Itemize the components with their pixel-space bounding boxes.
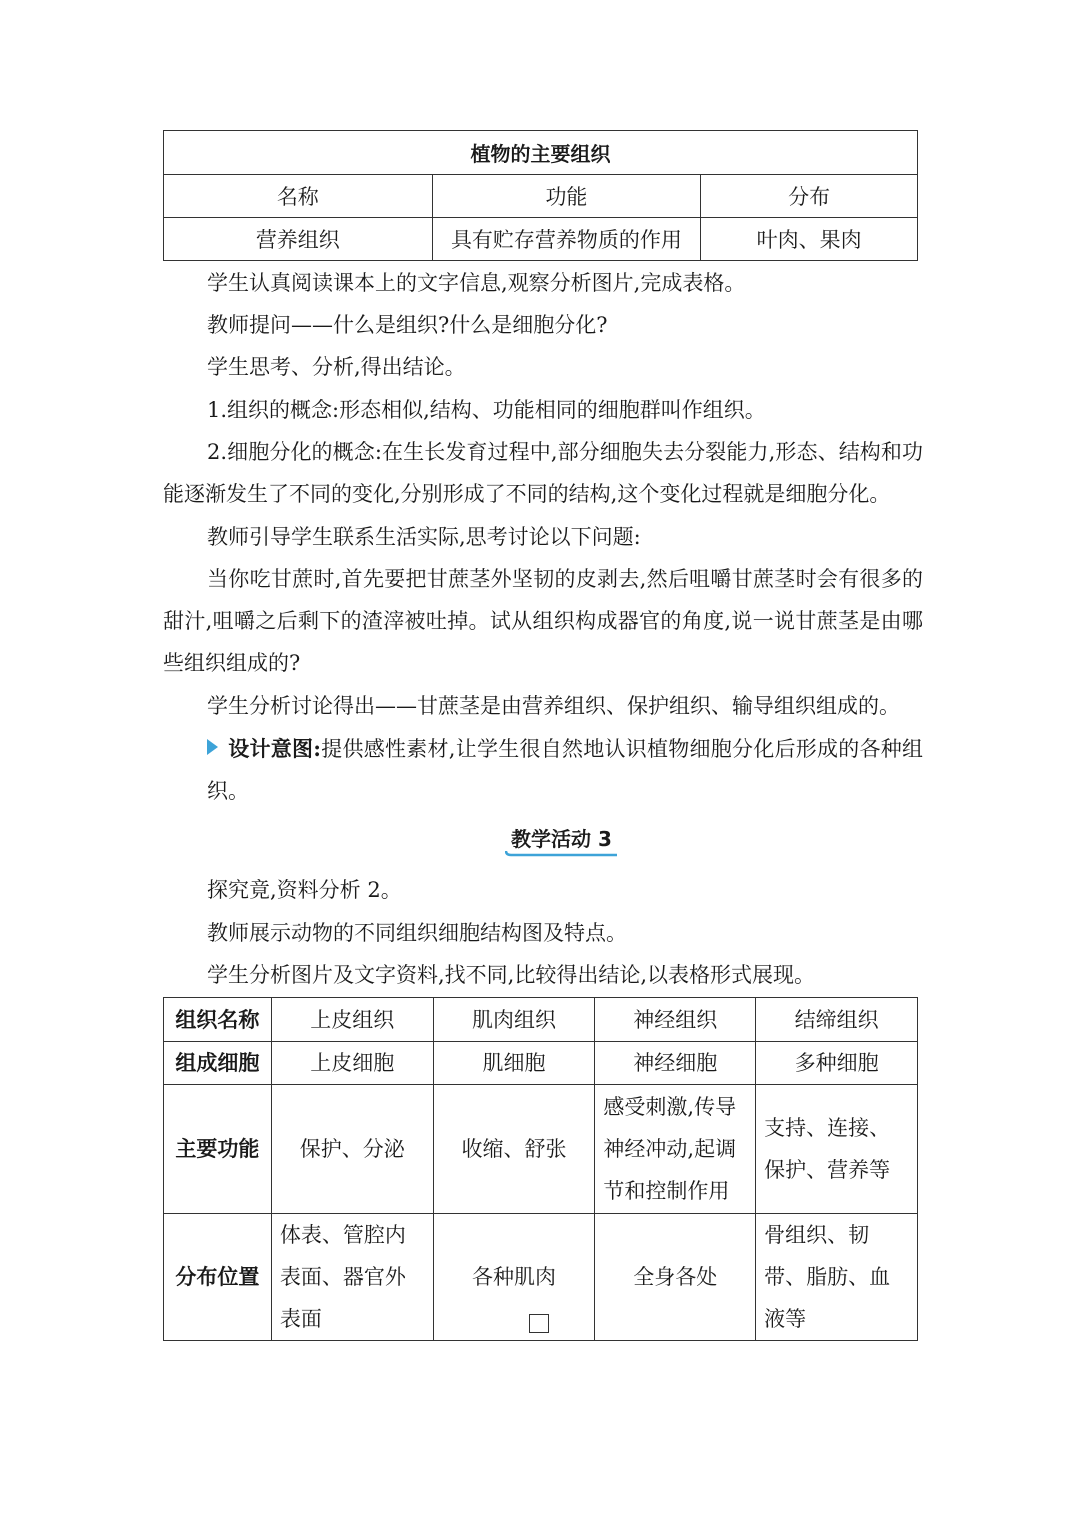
table-cell: 肌肉组织 xyxy=(433,998,595,1042)
table-cell: 全身各处 xyxy=(595,1214,756,1341)
paragraph: 学生分析讨论得出——甘蔗茎是由营养组织、保护组织、输导组织组成的。 xyxy=(207,694,900,718)
table-cell: 肌细胞 xyxy=(433,1042,595,1085)
design-intent xyxy=(163,728,923,812)
table-cell: 感受刺激,传导神经冲动,起调节和控制作用 xyxy=(595,1085,756,1214)
plant-tissue-table xyxy=(163,130,918,261)
activity-underline-icon xyxy=(505,851,617,857)
paragraph: 学生分析图片及文字资料,找不同,比较得出结论,以表格形式展现。 xyxy=(207,963,816,987)
design-intent-label: 设计意图: xyxy=(228,736,322,761)
row-header: 组成细胞 xyxy=(164,1042,272,1085)
table-header-cell: 功能 xyxy=(432,175,701,218)
activity-heading xyxy=(505,823,625,859)
activity-title: 教学活动 3 xyxy=(511,827,612,851)
triangle-arrow-icon xyxy=(207,739,218,755)
paragraph: 2.细胞分化的概念:在生长发育过程中,部分细胞失去分裂能力,形态、结构和功能逐渐发生了不同的变化,分别形成了不同的结构,这个变化过程就是细胞分化。 xyxy=(163,440,923,506)
table-header-cell: 名称 xyxy=(164,175,433,218)
paragraph: 学生认真阅读课本上的文字信息,观察分析图片,完成表格。 xyxy=(207,271,746,295)
table-cell: 支持、连接、保护、营养等 xyxy=(756,1085,918,1214)
paragraph: 教师引导学生联系生活实际,思考讨论以下问题: xyxy=(207,525,641,549)
table-cell: 骨组织、韧带、脂肪、血液等 xyxy=(756,1214,918,1341)
table-cell: 各种肌肉 xyxy=(433,1214,595,1341)
paragraph: 教师展示动物的不同组织细胞结构图及特点。 xyxy=(207,921,627,945)
design-intent-text: 提供感性素材,让学生很自然地认识植物细胞分化后形成的各种组织。 xyxy=(207,737,923,803)
paragraph: 学生思考、分析,得出结论。 xyxy=(207,355,466,379)
page-number-box xyxy=(529,1314,549,1333)
table-cell: 叶肉、果肉 xyxy=(701,218,918,261)
table-cell: 营养组织 xyxy=(164,218,433,261)
paragraph: 探究竟,资料分析 2。 xyxy=(207,878,402,902)
table-title: 植物的主要组织 xyxy=(164,131,918,175)
table-cell: 上皮细胞 xyxy=(271,1042,433,1085)
table-cell: 结缔组织 xyxy=(756,998,918,1042)
table-cell: 保护、分泌 xyxy=(271,1085,433,1214)
table-cell: 上皮组织 xyxy=(271,998,433,1042)
table-cell: 神经组织 xyxy=(595,998,756,1042)
paragraph: 教师提问——什么是组织?什么是细胞分化? xyxy=(207,313,608,337)
row-header: 主要功能 xyxy=(164,1085,272,1214)
table-header-cell: 分布 xyxy=(701,175,918,218)
table-cell: 体表、管腔内表面、器官外表面 xyxy=(271,1214,433,1341)
row-header: 分布位置 xyxy=(164,1214,272,1341)
animal-tissue-table xyxy=(163,997,918,1341)
row-header: 组织名称 xyxy=(164,998,272,1042)
table-cell: 具有贮存营养物质的作用 xyxy=(432,218,701,261)
table-cell: 神经细胞 xyxy=(595,1042,756,1085)
table-cell: 收缩、舒张 xyxy=(433,1085,595,1214)
table-cell: 多种细胞 xyxy=(756,1042,918,1085)
paragraph: 1.组织的概念:形态相似,结构、功能相同的细胞群叫作组织。 xyxy=(207,398,766,422)
paragraph: 当你吃甘蔗时,首先要把甘蔗茎外坚韧的皮剥去,然后咀嚼甘蔗茎时会有很多的甜汁,咀嚼之后剩下的渣滓被吐掉。试从组织构成器官的角度,说一说甘蔗茎是由哪些组织组成的? xyxy=(163,567,923,675)
